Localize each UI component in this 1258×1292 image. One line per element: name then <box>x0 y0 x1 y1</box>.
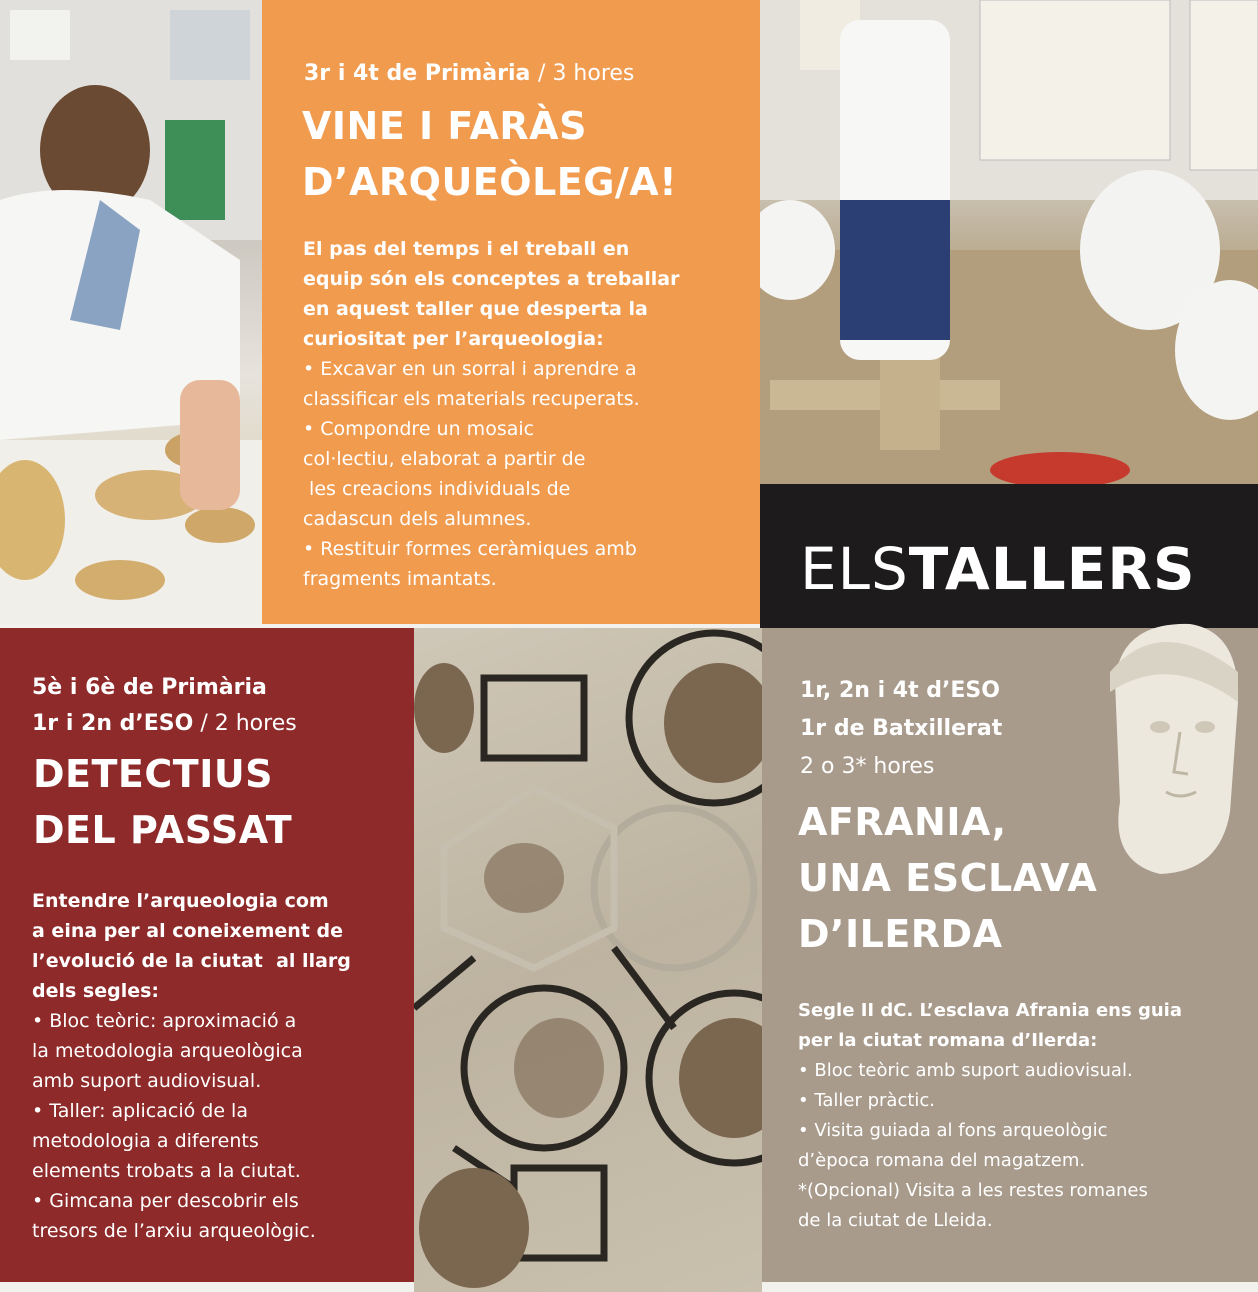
workshop3-grade-line: 1r, 2n i 4t d’ESO <box>800 678 1000 703</box>
workshop2-bullet-line: elements trobats a la ciutat. <box>32 1160 301 1182</box>
workshop1-grade: 3r i 4t de Primària / 3 hores <box>304 61 635 86</box>
child-ceramics-illustration <box>0 0 262 624</box>
workshop3-grade-line: 1r de Batxillerat <box>800 716 1003 741</box>
workshop1-intro-line: curiositat per l’arqueologia: <box>303 328 604 350</box>
workshop2-intro-line: Entendre l’arqueologia com <box>32 890 329 912</box>
workshop2-bullet-line: metodologia a diferents <box>32 1130 259 1152</box>
workshop1-grade-text: 3r i 4t de Primària <box>304 61 531 86</box>
roman-bust-image <box>1100 612 1240 882</box>
workshop1-bullet-line: col·lectiu, elaborat a partir de <box>303 448 586 470</box>
workshop3-bullet-line: d’època romana del magatzem. <box>798 1150 1086 1171</box>
photo-child-ceramics <box>0 0 262 624</box>
section-title-bold: TALLERS <box>908 535 1196 603</box>
workshop1-duration: 3 hores <box>552 61 635 86</box>
photo-roman-mosaic <box>414 628 762 1292</box>
workshop2-grade-line: 5è i 6è de Primària <box>32 675 267 700</box>
section-title-thin: ELS <box>800 535 909 603</box>
workshop1-bullet-line: cadascun dels alumnes. <box>303 508 532 530</box>
workshop1-bullet-line: • Compondre un mosaic <box>303 418 535 440</box>
workshop3-intro-line: per la ciutat romana d’Ilerda: <box>798 1030 1098 1051</box>
workshop3-title-line: UNA ESCLAVA <box>798 856 1098 900</box>
mosaic-illustration <box>414 628 762 1292</box>
workshop1-bullet-line: les creacions individuals de <box>303 478 571 500</box>
workshop2-intro-line: a eina per al coneixement de <box>32 920 343 942</box>
workshop3-duration: 2 o 3* hores <box>800 754 935 779</box>
workshop3-intro-line: Segle II dC. L’esclava Afrania ens guia <box>798 1000 1182 1021</box>
workshop2-grade-line: 1r i 2n d’ESO <box>32 711 194 736</box>
workshop1-intro-line: en aquest taller que desperta la <box>303 298 648 320</box>
workshop2-intro-line: dels segles: <box>32 980 160 1002</box>
workshop1-intro-line: equip són els conceptes a treballar <box>303 268 680 290</box>
workshop1-bullet-line: classificar els materials recuperats. <box>303 388 640 410</box>
workshop1-bullet-line: • Excavar en un sorral i aprendre a <box>303 358 637 380</box>
workshop2-duration: 2 hores <box>214 711 297 736</box>
workshop2-bullet-line: • Bloc teòric: aproximació a <box>32 1010 297 1032</box>
excavation-illustration <box>760 0 1258 484</box>
workshop2-bullet-line: • Taller: aplicació de la <box>32 1100 248 1122</box>
workshop3-bullet-line: • Visita guiada al fons arqueològic <box>798 1120 1108 1141</box>
workshop3-grade <box>800 672 1002 786</box>
workshop3-bullet-line: • Bloc teòric amb suport audiovisual. <box>798 1060 1133 1081</box>
workshop2-title <box>33 746 292 858</box>
workshop2-bullet-line: amb suport audiovisual. <box>32 1070 262 1092</box>
workshop2-bullet-line: tresors de l’arxiu arqueològic. <box>32 1220 316 1242</box>
workshop1-title-line: D’ARQUEÒLEG/A! <box>302 160 678 204</box>
workshop3-title-line: AFRANIA, <box>798 800 1007 844</box>
workshop1-title-line: VINE I FARÀS <box>302 104 587 148</box>
workshop2-intro-line: l’evolució de la ciutat al llarg <box>32 950 351 972</box>
workshop2-grade: 5è i 6è de Primària 1r i 2n d’ESO / 2 hores <box>32 670 297 742</box>
workshop2-title-line: DEL PASSAT <box>33 808 293 852</box>
workshop2-bullet-line: la metodologia arqueològica <box>32 1040 303 1062</box>
workshop3-title <box>798 794 1097 962</box>
workshop3-bullet-line: *(Opcional) Visita a les restes romanes <box>798 1180 1148 1201</box>
workshop2-bullet-line: • Gimcana per descobrir els <box>32 1190 299 1212</box>
workshop3-bullet-line: de la ciutat de Lleida. <box>798 1210 993 1231</box>
photo-excavation-sandbox <box>760 0 1258 484</box>
workshop1-description <box>303 234 679 594</box>
workshop3-bullet-line: • Taller pràctic. <box>798 1090 936 1111</box>
workshop1-bullet-line: • Restituir formes ceràmiques amb <box>303 538 637 560</box>
workshop3-title-line: D’ILERDA <box>798 912 1003 956</box>
workshop1-bullet-line: fragments imantats. <box>303 568 497 590</box>
workshop2-title-line: DETECTIUS <box>33 752 274 796</box>
workshop1-intro-line: El pas del temps i el treball en <box>303 238 630 260</box>
workshop2-description <box>32 886 351 1246</box>
workshop3-description <box>798 996 1182 1236</box>
workshop1-title <box>302 98 677 210</box>
section-title <box>800 534 1196 604</box>
